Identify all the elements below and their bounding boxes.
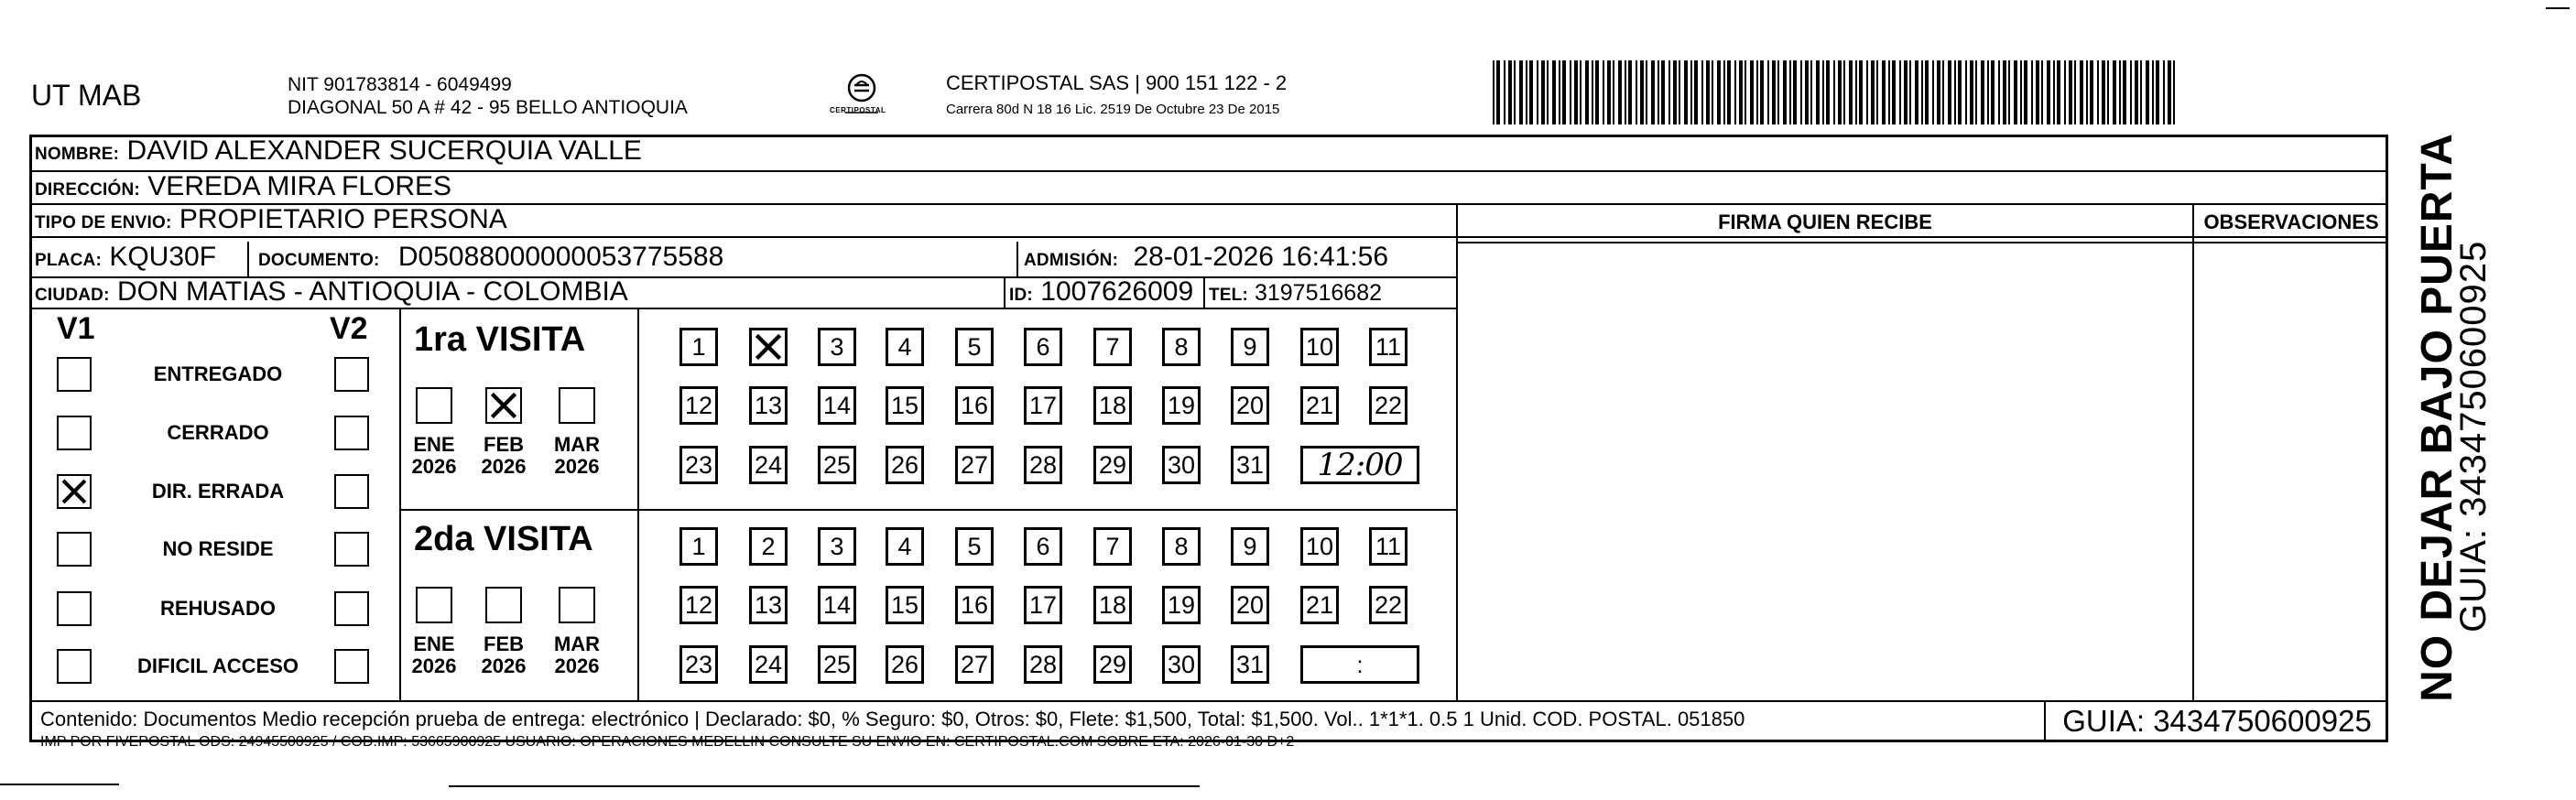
month-name: MAR [553,632,601,655]
visit-divider [401,509,1456,511]
month-year: 2026 [411,455,457,478]
placa-field [35,242,216,273]
col-divider [1203,276,1205,308]
day-box-21[interactable] [1300,586,1339,624]
day-number: 3 [830,532,844,560]
row-divider [29,308,1456,309]
day-box-22[interactable] [1369,386,1408,425]
footer-divider [29,700,2388,702]
day-number: 21 [1305,391,1334,419]
day-number: 25 [822,450,852,479]
day-number: 18 [1098,391,1127,419]
x-mark-icon [59,476,90,507]
day-box-25[interactable] [818,446,856,484]
day-number: 30 [1167,650,1196,678]
col-divider [1016,242,1018,276]
day-number: 12 [684,391,713,419]
col-divider [637,308,639,700]
day-box-13[interactable] [749,386,788,425]
month-name: FEB [484,433,524,456]
day-number: 30 [1167,450,1196,479]
day-number: 18 [1098,590,1127,619]
day-box-1[interactable] [679,527,718,566]
day-box-24[interactable] [749,446,788,484]
day-box-17[interactable] [1024,386,1062,425]
day-box-26[interactable] [886,645,924,684]
day-number: 29 [1098,450,1127,479]
status-v1-checkbox[interactable] [57,416,92,450]
month-checkbox-mar[interactable] [559,587,595,623]
day-number: 11 [1375,532,1402,560]
day-number: 20 [1235,590,1265,619]
month-checkbox-mar[interactable] [559,387,595,424]
day-number: 15 [890,391,919,419]
day-box-1[interactable] [679,328,718,366]
status-v1-checkbox[interactable] [57,357,92,392]
month-label [407,633,462,677]
day-box-15[interactable] [886,586,924,624]
month-checkbox-ene[interactable] [416,587,452,623]
ciudad-field [35,276,628,308]
day-box-12[interactable] [679,386,718,425]
day-number: 31 [1235,650,1265,678]
firma-header: FIRMA QUIEN RECIBE [1718,211,1932,233]
month-checkbox-feb[interactable] [485,387,522,424]
status-v2-checkbox[interactable] [334,591,369,626]
v2-header: V2 [330,311,368,346]
status-v2-checkbox[interactable] [334,474,369,509]
day-number: 1 [691,532,706,560]
status-label: NO RESIDE [162,537,274,560]
day-number: 4 [897,332,912,361]
day-number: 5 [967,532,982,560]
company-nit: NIT 901783814 - 6049499 [288,74,512,95]
day-box-25[interactable] [818,645,856,684]
day-box-2[interactable] [749,328,788,366]
status-v1-checkbox[interactable] [57,649,92,684]
day-box-24[interactable] [749,645,788,684]
day-box-19[interactable] [1162,586,1201,624]
placa-label: PLACA: [35,251,102,270]
day-box-29[interactable] [1093,446,1132,484]
month-label [549,633,604,677]
day-number: 16 [960,590,989,619]
day-number: 17 [1028,590,1058,619]
status-v2-checkbox[interactable] [334,416,369,450]
day-number: 13 [754,391,783,419]
courier-license: Carrera 80d N 18 16 Lic. 2519 De Octubre 23 De 2015 [946,102,1280,117]
direccion-label: DIRECCIÓN: [35,180,140,200]
signature-area[interactable] [1458,243,2192,700]
footer-contents: Contenido: Documentos Medio recepción prueba de entrega: electrónico | Declarado: $0, % Seguro: $0, Otros: $0, Flete: $1,500, Total: $1,500. Vol.. 1*1*1. 0.5 1 Unid. COD. POSTAL. 051850 [40,708,1745,730]
day-number: 31 [1235,450,1265,479]
day-number: 17 [1028,391,1058,419]
day-box-31[interactable] [1231,446,1269,484]
company-name: UT MAB [31,79,142,112]
time-value: 12:00 [1317,447,1403,483]
month-checkbox-ene[interactable] [416,387,452,424]
day-box-15[interactable] [886,386,924,425]
status-v2-checkbox[interactable] [334,649,369,684]
month-label [407,434,462,478]
day-number: 23 [684,650,713,678]
tel-field [1209,280,1382,307]
nombre-label: NOMBRE: [35,145,120,164]
day-number: 4 [897,532,912,560]
day-number: 2 [761,532,776,560]
day-number: 28 [1028,650,1058,678]
status-v1-checkbox[interactable] [57,532,92,567]
day-box-3[interactable] [818,527,856,566]
visit-title: 2da VISITA [414,520,593,558]
day-box-11[interactable] [1369,527,1408,566]
day-box-14[interactable] [818,386,856,425]
admision-label: ADMISIÓN: [1024,251,1119,270]
day-number: 28 [1028,450,1058,479]
day-box-22[interactable] [1369,586,1408,624]
month-name: ENE [413,632,455,655]
day-box-17[interactable] [1024,586,1062,624]
month-name: ENE [413,433,455,456]
barcode [1493,60,2178,124]
day-box-27[interactable] [955,645,994,684]
day-box-12[interactable] [679,586,718,624]
day-box-8[interactable] [1162,527,1201,566]
month-name: FEB [484,632,524,655]
ciudad-value: DON MATIAS - ANTIOQUIA - COLOMBIA [116,276,628,307]
edge-mark [449,785,1200,787]
day-number: 27 [960,650,989,678]
day-box-31[interactable] [1231,645,1269,684]
day-number: 19 [1167,391,1196,419]
day-number: 10 [1305,532,1334,560]
edge-mark [2546,7,2570,9]
day-number: 7 [1105,532,1120,560]
day-box-19[interactable] [1162,386,1201,425]
day-number: 21 [1305,590,1334,619]
day-number: 24 [754,650,783,678]
guia-number: GUIA: 3434750600925 [2044,700,2388,742]
day-box-30[interactable] [1162,645,1201,684]
day-number: 9 [1243,332,1257,361]
day-number: 25 [822,650,852,678]
day-box-21[interactable] [1300,386,1339,425]
observations-area[interactable] [2194,243,2388,700]
day-box-7[interactable] [1093,328,1132,366]
col-divider [247,242,249,276]
side-guia: GUIA: 3434750600925 [2453,240,2494,632]
day-number: 1 [691,332,706,361]
status-v1-checkbox[interactable] [57,474,92,509]
day-box-10[interactable] [1300,328,1339,366]
visit-title: 1ra VISITA [414,320,586,359]
day-box-28[interactable] [1024,645,1062,684]
day-number: 14 [822,391,852,419]
day-box-30[interactable] [1162,446,1201,484]
day-number: 16 [960,391,989,419]
day-number: 5 [967,332,982,361]
day-box-6[interactable] [1024,328,1062,366]
month-label [549,434,604,478]
ciudad-label: CIUDAD: [35,286,110,305]
tipo-envio-label: TIPO DE ENVIO: [35,213,172,232]
time-field[interactable] [1300,446,1419,484]
tel-label: TEL: [1209,286,1249,305]
day-box-9[interactable] [1231,527,1269,566]
day-box-13[interactable] [749,586,788,624]
day-number: 6 [1036,532,1050,560]
day-number: 11 [1375,332,1402,361]
v1-header: V1 [57,311,95,346]
day-number: 10 [1305,332,1334,361]
day-number: 27 [960,450,989,479]
day-box-29[interactable] [1093,645,1132,684]
day-number: 15 [890,590,919,619]
day-number: 29 [1098,650,1127,678]
tel-value: 3197516682 [1254,280,1383,306]
placa-value: KQU30F [109,242,217,272]
month-year: 2026 [481,455,527,478]
day-number: 13 [754,590,783,619]
id-label: ID: [1009,286,1033,305]
day-box-6[interactable] [1024,527,1062,566]
day-number: 3 [830,332,844,361]
status-label: REHUSADO [160,597,276,620]
month-year: 2026 [411,654,457,677]
documento-field [258,242,723,273]
status-label: ENTREGADO [153,362,283,385]
logo-label: CERTIPOSTAL [830,106,886,114]
day-number: 8 [1174,332,1189,361]
documento-value: D05088000000053775588 [397,242,724,272]
status-label: DIR. ERRADA [151,480,285,503]
month-year: 2026 [481,654,527,677]
time-field[interactable] [1300,645,1419,684]
day-box-23[interactable] [679,446,718,484]
row-divider [29,236,2388,238]
observaciones-header: OBSERVACIONES [2203,211,2379,233]
no-dejar-bajo-puerta-notice: NO DEJAR BAJO PUERTA [2413,133,2462,702]
day-number: 20 [1235,391,1265,419]
day-number: 14 [822,590,852,619]
day-number: 24 [754,450,783,479]
day-number: 7 [1105,332,1120,361]
id-value: 1007626009 [1040,276,1194,307]
nombre-value: DAVID ALEXANDER SUCERQUIA VALLE [126,135,642,166]
status-label: CERRADO [167,421,269,444]
day-box-23[interactable] [679,645,718,684]
edge-mark [0,784,119,785]
admision-value: 28-01-2026 16:41:56 [1133,242,1389,272]
day-box-5[interactable] [955,527,994,566]
admision-field [1024,242,1388,273]
day-box-26[interactable] [886,446,924,484]
tipo-envio-value: PROPIETARIO PERSONA [179,204,507,234]
day-number: 22 [1374,391,1403,419]
status-v2-checkbox[interactable] [334,357,369,392]
day-box-18[interactable] [1093,586,1132,624]
day-box-20[interactable] [1231,386,1269,425]
day-box-7[interactable] [1093,527,1132,566]
day-number: 22 [1374,590,1403,619]
status-v1-checkbox[interactable] [57,591,92,626]
day-number: 23 [684,450,713,479]
id-field [1009,276,1193,308]
day-number: 9 [1243,532,1257,560]
month-label [476,633,531,677]
direccion-field [35,171,451,202]
direccion-value: VEREDA MIRA FLORES [147,171,452,201]
col-divider [1004,276,1005,308]
x-mark-icon [487,389,520,422]
day-box-28[interactable] [1024,446,1062,484]
col-divider [399,308,401,700]
day-number: 26 [890,450,919,479]
day-box-20[interactable] [1231,586,1269,624]
courier-name: CERTIPOSTAL SAS | 900 151 122 - 2 [946,71,1288,94]
day-box-9[interactable] [1231,328,1269,366]
side-notice [2385,133,2522,702]
day-box-11[interactable] [1369,328,1408,366]
day-box-27[interactable] [955,446,994,484]
nombre-field [35,135,642,167]
day-box-8[interactable] [1162,328,1201,366]
company-address: DIAGONAL 50 A # 42 - 95 BELLO ANTIOQUIA [288,97,688,118]
documento-label: DOCUMENTO: [258,251,380,270]
time-value: : [1356,650,1364,678]
status-v2-checkbox[interactable] [334,532,369,567]
month-year: 2026 [554,455,600,478]
day-box-2[interactable] [749,527,788,566]
company-info [288,73,688,119]
day-box-4[interactable] [886,527,924,566]
day-box-5[interactable] [955,328,994,366]
x-mark-icon [752,330,785,363]
footer-print-info: IMP POR FIVEPOSTAL ODS: 24945500925 / COD.IMP: 53665900925 USUARIO: OPERACIONES MEDELLIN CONSULTE SU ENVIO EN: CERTIPOSTAL.COM SOBRE ETA: 2026-01-30 D+2 [40,734,1295,750]
day-box-18[interactable] [1093,386,1132,425]
day-box-14[interactable] [818,586,856,624]
status-label: DIFICIL ACCESO [136,654,299,677]
day-number: 19 [1167,590,1196,619]
month-name: MAR [553,433,601,456]
day-box-16[interactable] [955,386,994,425]
day-number: 6 [1036,332,1050,361]
day-number: 8 [1174,532,1189,560]
day-box-10[interactable] [1300,527,1339,566]
month-label [476,434,531,478]
tipo-envio-field [35,204,507,235]
day-box-4[interactable] [886,328,924,366]
day-number: 12 [684,590,713,619]
month-checkbox-feb[interactable] [485,587,522,623]
day-box-3[interactable] [818,328,856,366]
day-box-16[interactable] [955,586,994,624]
day-number: 26 [890,650,919,678]
month-year: 2026 [554,654,600,677]
